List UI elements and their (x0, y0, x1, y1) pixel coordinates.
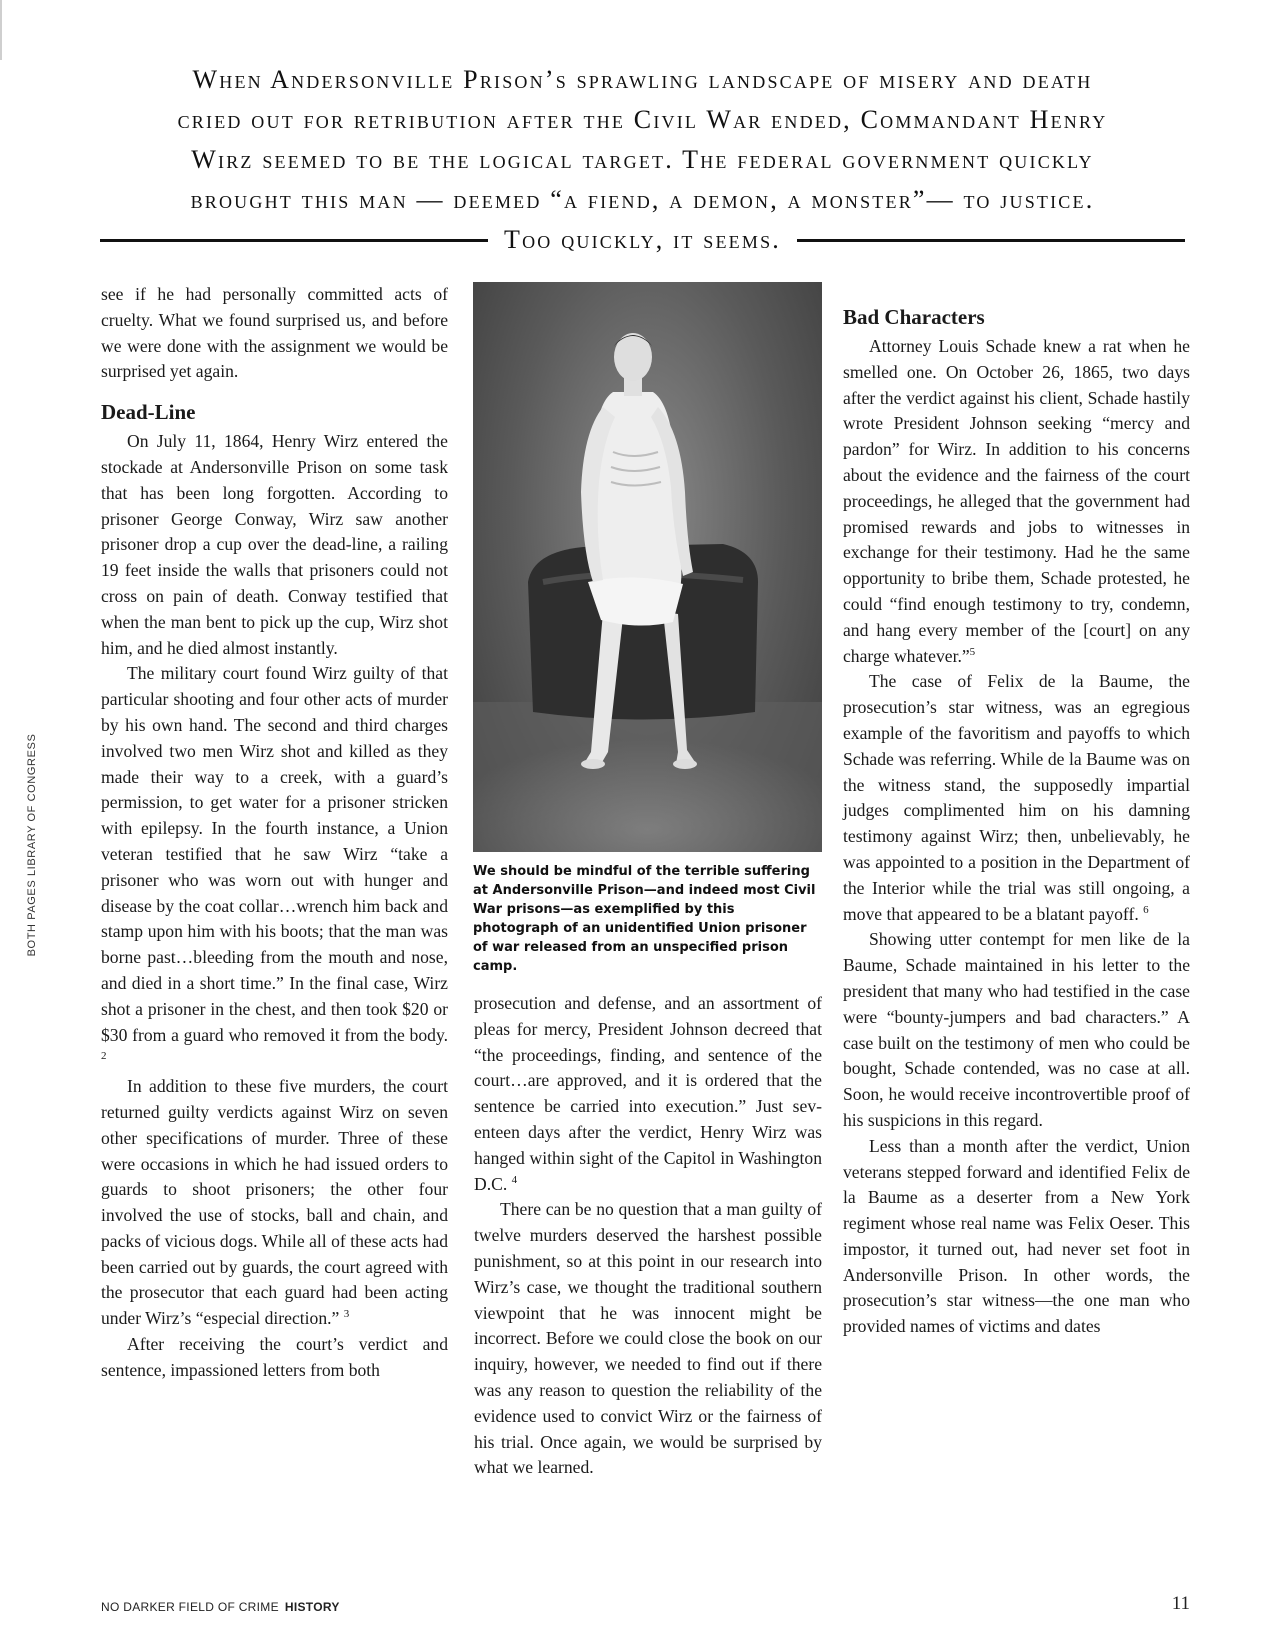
photo-caption: We should be mindful of the terrible suffering at Andersonville Prison—and indeed most Civil War prisons—as exemplified by this photograph of an unidentified Union prisoner of war released from an unspecified prison camp. (473, 864, 816, 974)
prisoner-photograph (473, 282, 822, 852)
footer-title: NO DARKER FIELD OF CRIME (101, 1600, 279, 1614)
col3-paragraph-2-text: The case of Felix de la Baume, the prosecution’s star witness, was an egregious example of the favoritism and payoffs to which Schade was referring. While de la Baume was on the witness stand, the supposedly impartial judges complimented him on his damning testimony against Wirz; then, unbelievably, he was appointed to a position in the Department of the Interior while the trial was still ongoing, a move that appeared to be a blatant payoff. (843, 671, 1190, 924)
col1-opening-paragraph: see if he had personally committed acts of cruelty. What we found surprised us, and before we were done with the assignment we would be surprised yet again. (101, 284, 448, 382)
heading-dead-line: Dead-Line (101, 400, 196, 425)
col2-paragraph-1 (474, 991, 822, 1197)
col2-paragraph-1-text: prosecution and defense, and an assortment of pleas for mercy, President Johnson decreed that “the proceedings, finding, and sentence of the court…are approved, and it is ordered that the sentence be carried into execution.” Just seventeen days after the verdict, Henry Wirz was hanged within sight of the Capitol in Washington D.C. (474, 993, 822, 1194)
footer-section: HISTORY (284, 1600, 340, 1614)
photo-credit: BOTH PAGES LIBRARY OF CONGRESS (26, 733, 38, 957)
page-number: 11 (1171, 1593, 1190, 1614)
col1-paragraph-3 (101, 1074, 448, 1332)
intro-line-3: Wirz seemed to be the logical target. The federal government quickly (191, 145, 1094, 174)
col1-paragraph-2 (101, 661, 448, 1074)
col1-paragraph-1: On July 11, 1864, Henry Wirz entered the stockade at Andersonville Prison on some task that has been long forgotten. According to prisoner George Conway, Wirz saw another prisoner drop a cup over the dead-line, a railing 19 feet inside the walls that prisoners could not cross on pain of death. Conway testified that when the man bent to pick up the cup, Wirz shot him, and he died almost instantly. (101, 431, 448, 658)
col1-paragraph-3-text: In addition to these five murders, the court returned guilty verdicts against Wirz on seven other specifications of murder. Three of these were occasions in which he had issued orders to guards to shoot prisoners; the other four involved the use of stocks, ball and chain, and packs of vicious dogs. While all of these acts had been carried out by guards, the court agreed with the prosecutor that each guard had been acting under Wirz’s “especial direction.” (101, 1076, 448, 1329)
col3-paragraph-1-text: Attorney Louis Schade knew a rat when he smelled one. On October 26, 1865, two days after the verdict against his client, Schade hastily wrote President Johnson seeking “mercy and pardon” for Wirz. In addition to his concerns about the evidence and the fairness of the court proceedings, he alleged that the government had promised rewards and jobs to witnesses in exchange for their testimony. Had he the same opportunity to bribe them, Schade protested, he could “find enough testimony to try, condemn, and hang every member of the [court] on any charge whatever.” (843, 336, 1190, 666)
col3-paragraph-2 (843, 669, 1190, 927)
col3-paragraph-4: Less than a month after the verdict, Union veterans stepped forward and identified Felix de la Baume as a deserter from a New York regiment whose real name was Felix Oeser. This impostor, it turned out, had never set foot in Andersonville Prison. In other words, the prosecution’s star witness—the one man who provided names of victims and dates (843, 1135, 1190, 1337)
running-footer (101, 1600, 340, 1614)
intro-closing-line (100, 222, 1185, 258)
column-1 (101, 282, 448, 1384)
intro-deck (100, 60, 1185, 220)
intro-line-2: cried out for retribution after the Civil War ended, Commandant Henry (177, 105, 1108, 134)
intro-rule-left (100, 239, 488, 242)
intro-line-4: brought this man — deemed “a fiend, a demon, a monster”— to justice. (190, 185, 1095, 214)
footnote-5: 5 (969, 645, 976, 658)
footnote-3: 3 (343, 1308, 350, 1321)
intro-line-5: Too quickly, it seems. (504, 225, 781, 254)
col1-paragraph-2-text: The military court found Wirz guilty of that particular shooting and four other acts of murder by his own hand. The second and third charges involved two men Wirz shot and killed as they made their way to a creek, with a guard’s permission, to get water for a prisoner stricken with epilepsy. In the fourth instance, a Union veteran testified that he saw Wirz “take a prisoner who was worn out with hunger and disease by the coat collar…wrench him back and stamp upon him with his boots; that the man was borne past…bleeding from the mouth and nose, and died in a short time.” In the final case, Wirz shot a prisoner in the chest, and then took $20 or $30 from a guard who removed it from the body. (101, 663, 448, 1045)
intro-rule-right (797, 239, 1185, 242)
prisoner-figure-illustration (473, 282, 822, 852)
page-edge-rule (0, 0, 2, 60)
footnote-6: 6 (1143, 903, 1149, 916)
col3-paragraph-3: Showing utter contempt for men like de la Baume, Schade maintained in his letter to the president that many who had testified in the case were “bounty-jumpers and bad characters.” A case built on the testimony of men who could be bought, Schade contended, was no case at all. Soon, he would receive incontrovertible proof of his suspicions in this regard. (843, 929, 1190, 1130)
column-3 (843, 282, 1190, 1340)
column-2 (474, 991, 822, 1481)
footnote-2: 2 (101, 1050, 107, 1063)
intro-line-1: When Andersonville Prison’s sprawling landscape of misery and death (192, 65, 1093, 94)
heading-bad-characters: Bad Characters (843, 305, 985, 329)
col3-paragraph-1 (843, 334, 1190, 669)
footnote-4: 4 (511, 1173, 518, 1186)
col2-paragraph-2: There can be no question that a man guilty of twelve murders deserved the harshest possible punishment, so at this point in our research into Wirz’s case, we thought the traditional southern viewpoint that he was innocent might be incorrect. Before we could close the book on our inquiry, however, we needed to find out if there was any reason to question the reliability of the evidence used to convict Wirz or the fairness of his trial. Once again, we would be surprised by what we learned. (474, 1199, 822, 1478)
col1-paragraph-4: After receiving the court’s verdict and sentence, impassioned letters from both (101, 1334, 448, 1380)
